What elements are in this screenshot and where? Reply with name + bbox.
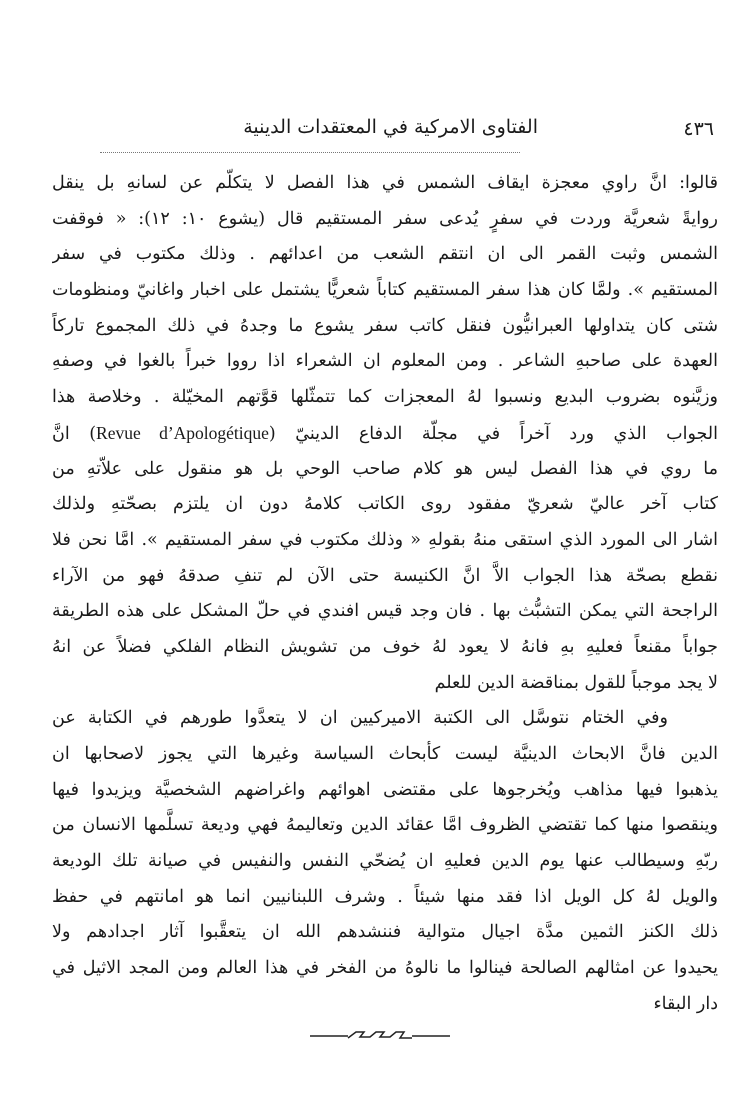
- text-line: وزيَّنوه بضروب البديع ونسبوا لهُ المعجزات كما تتمثّلها قوَّتهم المخيّلة . وخلاصة هذا: [52, 387, 718, 408]
- end-ornament: [310, 1028, 450, 1042]
- running-title: الفتاوى الامركية في المعتقدات الدينية: [243, 116, 538, 138]
- text-line: قالوا: انَّ راوي معجزة ايقاف الشمس في هذا الفصل لا يتكلّم عن لسانهِ بل ينقل: [52, 173, 718, 193]
- text-line: يحيدوا عن امثالهم الصالحة فينالوا ما نالوهُ من الفخر في هذا العالم ومن المجد الاثيل في: [52, 958, 718, 979]
- body-text: [52, 166, 718, 1023]
- text-line: الشمس وثبت القمر الى ان انتقم الشعب من اعدائهم . وذلك مكتوب في سفر: [52, 244, 718, 265]
- text-line: ربّهِ وسيطالب عنها يوم الدين فعليهِ ان يُضحّي النفس والنفيس في صيانة تلك الوديعة: [52, 851, 718, 872]
- text-line: العهدة على صاحبهِ الشاعر . ومن المعلوم ان الشعراء اذا رووا خبراً بالغوا في وصفهِ: [52, 351, 718, 372]
- text-line: الدين فانَّ الابحاث الدينيَّة ليست كأبحاث السياسة وغيرها التي يجوز لاصحابها ان: [52, 744, 718, 764]
- text-line: ذلك الكنز الثمين مدَّة اجيال متوالية فننشدهم الله ان يتعقَّبوا آثار اجدادهم ولا: [52, 922, 718, 943]
- text-line: يذهبوا فيها مذاهب ويُخرجوها على مقتضى اهوائهم واغراضهم الشخصيَّة ويزيدوا فيها: [52, 779, 718, 800]
- page-header: [52, 116, 718, 146]
- text-line: الجواب الذي ورد آخراً في مجلّة الدفاع الدينيّ (Revue d’Apologétique) انَّ: [52, 422, 718, 444]
- text-line: شتى كان يتداولها العبرانيُّون فنقل كاتب سفر يشوع ما وجدهُ في ذلك المجموع تاركاً: [52, 315, 718, 336]
- text-line: روايةً شعريَّة وردت في سفرٍ يُدعى سفر المستقيم قال (يشوع ١٠: ١٢): « فوقفت: [52, 208, 718, 229]
- text-line: وفي الختام نتوسَّل الى الكتبة الاميركيين ان لا يتعدَّوا طورهم في الكتابة عن: [52, 708, 668, 729]
- text-line: لا يجد موجباً للقول بمناقضة الدين للعلم: [434, 672, 718, 693]
- text-line: وينقصوا منها كما تقتضي الظروف امَّا عقائد الدين وتعاليمهُ فهي وديعة تسلَّمها الانسان من: [52, 815, 718, 836]
- text-line: دار البقاء: [653, 993, 718, 1014]
- page-number: ٤٣٦: [683, 118, 714, 140]
- text-line: كتاب آخر عاليّ شعريّ مفقود روى الكاتب كلامهُ دون ان يلتزم بصحّتهِ ولذلك: [52, 494, 718, 515]
- text-line: اشار الى المورد الذي استقى منهُ بقولهِ « وذلك مكتوب في سفر المستقيم ». امَّا نحن فلا: [52, 529, 718, 550]
- text-line: جواباً مقنعاً فعليهِ بهِ فانهُ لا يعود لهُ خوف من تشويش النظام الفلكي فضلاً عن انهُ: [52, 636, 718, 657]
- header-rule: [100, 152, 520, 153]
- latin-citation: Revue d’Apologétique: [96, 422, 269, 443]
- text-line: ما روي في هذا الفصل ليس هو كلام صاحب الوحي بل هو منقول على علاّتهِ من: [52, 458, 718, 479]
- text-line: المستقيم ». ولمَّا كان هذا سفر المستقيم كتاباً شعريًّا يشتمل على اخبار واغانيّ ومنظومات: [52, 280, 718, 301]
- text-line: والويل لهُ كل الويل اذا فقد منها شيئاً . وشرف اللبنانيين انما هو امانتهم في حفظ: [52, 886, 718, 907]
- text-line: الراجحة التي يمكن التشبُّث بها . فان وجد قيس افندي في حلّ المشكل على هذه الطريقة: [52, 601, 718, 622]
- text-line: نقطع بصحّة هذا الجواب الاَّ انَّ الكنيسة حتى الآن لم تنفِ صدقهُ فهو من الآراء: [52, 565, 718, 586]
